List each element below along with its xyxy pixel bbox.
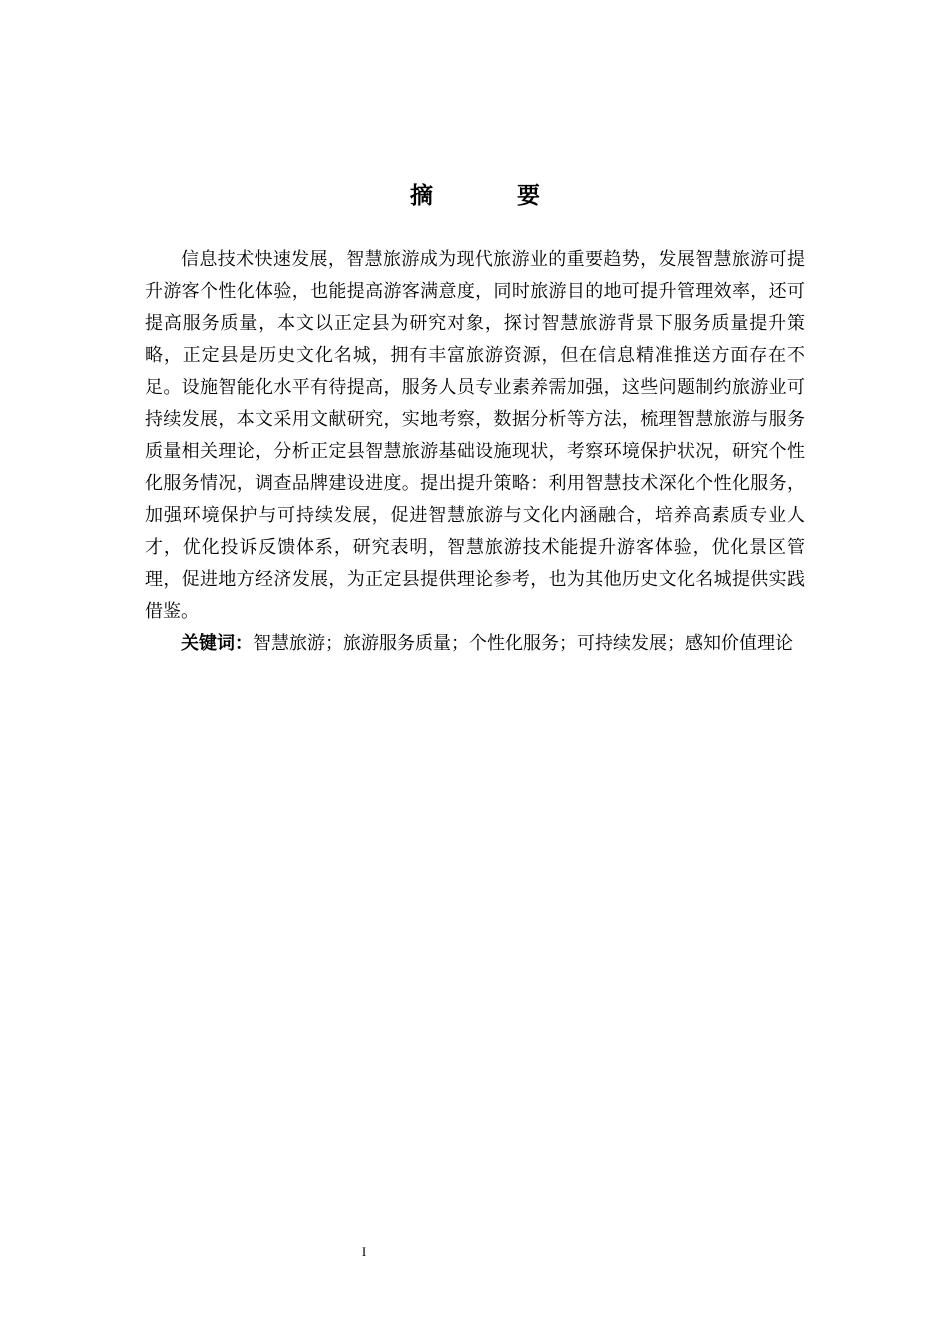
keywords-text: 智慧旅游；旅游服务质量；个性化服务；可持续发展；感知价值理论 xyxy=(253,633,793,654)
abstract-title: 摘 要 xyxy=(409,183,578,209)
keywords-paragraph xyxy=(145,628,805,660)
abstract-body xyxy=(145,244,805,660)
page-number: I xyxy=(361,1244,367,1259)
keywords-label: 关键词： xyxy=(181,633,253,654)
abstract-paragraph: 信息技术快速发展，智慧旅游成为现代旅游业的重要趋势，发展智慧旅游可提升游客个性化体验，也能提高游客满意度，同时旅游目的地可提升管理效率，还可提高服务质量，本文以正定县为研究对象，探讨智慧旅游背景下服务质量提升策略，正定县是历史文化名城，拥有丰富旅游资源，但在信息精准推送方面存在不足。设施智能化水平有待提高，服务人员专业素养需加强，这些问题制约旅游业可持续发展，本文采用文献研究，实地考察，数据分析等方法，梳理智慧旅游与服务质量相关理论，分析正定县智慧旅游基础设施现状，考察环境保护状况，研究个性化服务情况，调查品牌建设进度。提出提升策略：利用智慧技术深化个性化服务，加强环境保护与可持续发展，促进智慧旅游与文化内涵融合，培养高素质专业人才，优化投诉反馈体系，研究表明，智慧旅游技术能提升游客体验，优化景区管理，促进地方经济发展，为正定县提供理论参考，也为其他历史文化名城提供实践借鉴。 xyxy=(145,249,805,622)
